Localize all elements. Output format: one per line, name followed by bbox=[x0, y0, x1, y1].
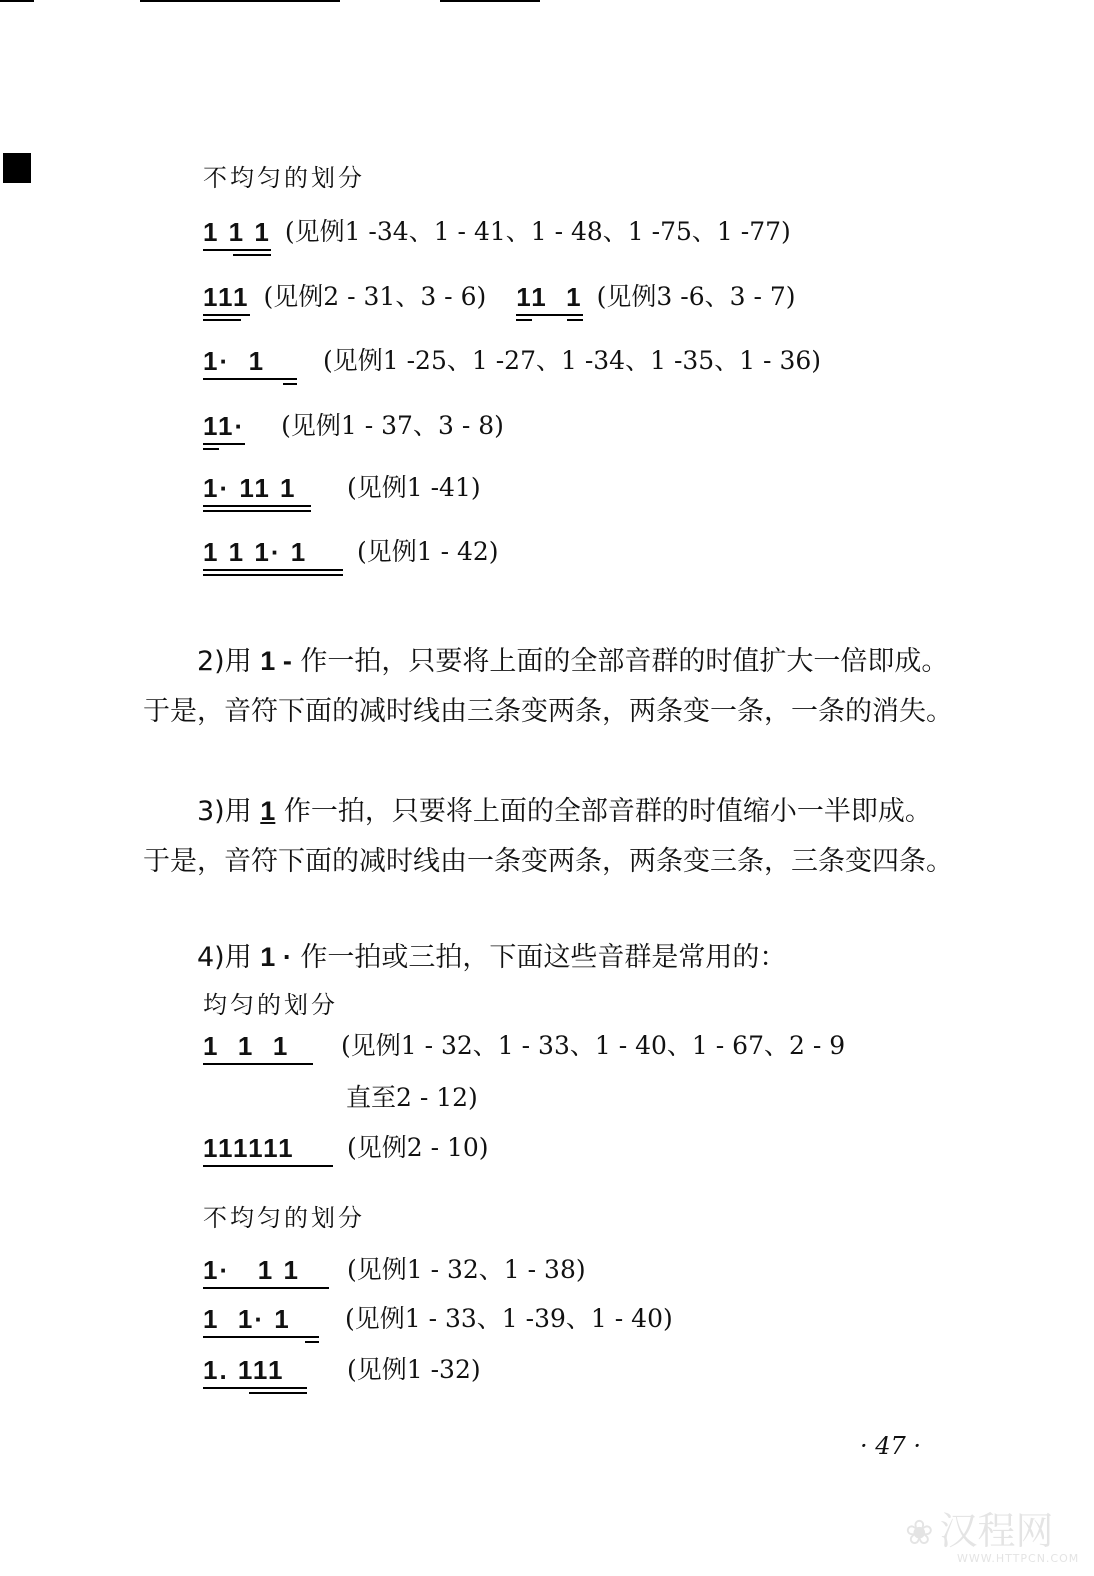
example-reference: (见例1 - 33、1 -39、1 - 40) bbox=[345, 1304, 673, 1333]
jianpu-inline-note: 1 · bbox=[260, 942, 292, 972]
example-reference: (见例1 -41) bbox=[347, 473, 481, 502]
example-reference: (见例1 - 32、1 - 38) bbox=[347, 1255, 586, 1284]
watermark-name: 汉程网 bbox=[939, 1509, 1054, 1553]
watermark-url: WWW.HTTPCN.COM bbox=[957, 1552, 1080, 1565]
scan-edge-rule bbox=[0, 0, 34, 2]
note-group-row-continuation bbox=[346, 1084, 478, 1112]
note-group-row bbox=[203, 474, 481, 510]
scan-edge-rule bbox=[140, 0, 340, 2]
margin-mark bbox=[3, 153, 31, 183]
note-group-row bbox=[203, 538, 499, 574]
note-group-row bbox=[203, 1032, 845, 1068]
section-heading-uneven: 不均匀的划分 bbox=[203, 164, 365, 192]
example-reference: (见例1 -32) bbox=[347, 1355, 481, 1384]
jianpu-notes: 1· 1 1 bbox=[203, 1256, 329, 1292]
watermark bbox=[905, 1500, 1080, 1565]
note-group-row bbox=[203, 1256, 586, 1292]
jianpu-notes: 1 1 1· 1 bbox=[203, 538, 343, 574]
jianpu-notes: 111111 bbox=[203, 1134, 333, 1170]
jianpu-notes: 1 1 1 bbox=[203, 218, 271, 254]
jianpu-notes: 1· 11 1 bbox=[203, 474, 311, 510]
note-group-row bbox=[203, 283, 796, 319]
note-group-row bbox=[203, 412, 504, 448]
jianpu-notes: 111 bbox=[203, 283, 250, 319]
paragraph-4: 4)用 1 · 作一拍或三拍，下面这些音群是常用的： bbox=[197, 942, 787, 973]
example-reference: (见例1 - 37、3 - 8) bbox=[281, 411, 504, 440]
example-reference: 直至2 - 12) bbox=[346, 1083, 478, 1112]
note-group-row bbox=[203, 1134, 489, 1170]
jianpu-notes: 1· 1 bbox=[203, 347, 297, 383]
jianpu-inline-note: 1 bbox=[260, 796, 276, 826]
section-heading-even: 均匀的划分 bbox=[203, 991, 338, 1019]
example-reference: (见例2 - 31、3 - 6) bbox=[263, 282, 487, 311]
note-group-row bbox=[203, 1356, 481, 1392]
jianpu-notes: 11 1 bbox=[516, 283, 582, 319]
page-number: · 47 · bbox=[860, 1432, 922, 1460]
jianpu-notes: 1. 111 bbox=[203, 1356, 307, 1392]
example-reference: (见例3 -6、3 - 7) bbox=[596, 282, 796, 311]
jianpu-notes: 1 1 1 bbox=[203, 1032, 313, 1068]
scan-edge-rule bbox=[440, 0, 540, 2]
note-group-row bbox=[203, 347, 821, 383]
jianpu-notes: 1 1· 1 bbox=[203, 1305, 319, 1341]
jianpu-inline-note: 1 - bbox=[260, 646, 292, 676]
note-group-row bbox=[203, 218, 791, 254]
jianpu-notes: 11· bbox=[203, 412, 245, 448]
paragraph-2: 2)用 1 - 作一拍，只要将上面的全部音群的时值扩大一倍即成。于是，音符下面的减时线由三条变两条，两条变一条，一条的消失。 bbox=[143, 646, 953, 727]
watermark-logo-icon: ❀ bbox=[905, 1513, 934, 1553]
section-heading-uneven: 不均匀的划分 bbox=[203, 1204, 365, 1232]
example-reference: (见例2 - 10) bbox=[347, 1133, 489, 1162]
example-reference: (见例1 - 32、1 - 33、1 - 40、1 - 67、2 - 9 bbox=[341, 1031, 846, 1060]
paragraph-3: 3)用 1 作一拍，只要将上面的全部音群的时值缩小一半即成。于是，音符下面的减时线由一条变两条，两条变三条，三条变四条。 bbox=[143, 796, 953, 877]
example-reference: (见例1 -34、1 - 41、1 - 48、1 -75、1 -77) bbox=[284, 217, 791, 246]
example-reference: (见例1 -25、1 -27、1 -34、1 -35、1 - 36) bbox=[323, 346, 822, 375]
note-group-row bbox=[203, 1305, 673, 1341]
example-reference: (见例1 - 42) bbox=[357, 537, 499, 566]
